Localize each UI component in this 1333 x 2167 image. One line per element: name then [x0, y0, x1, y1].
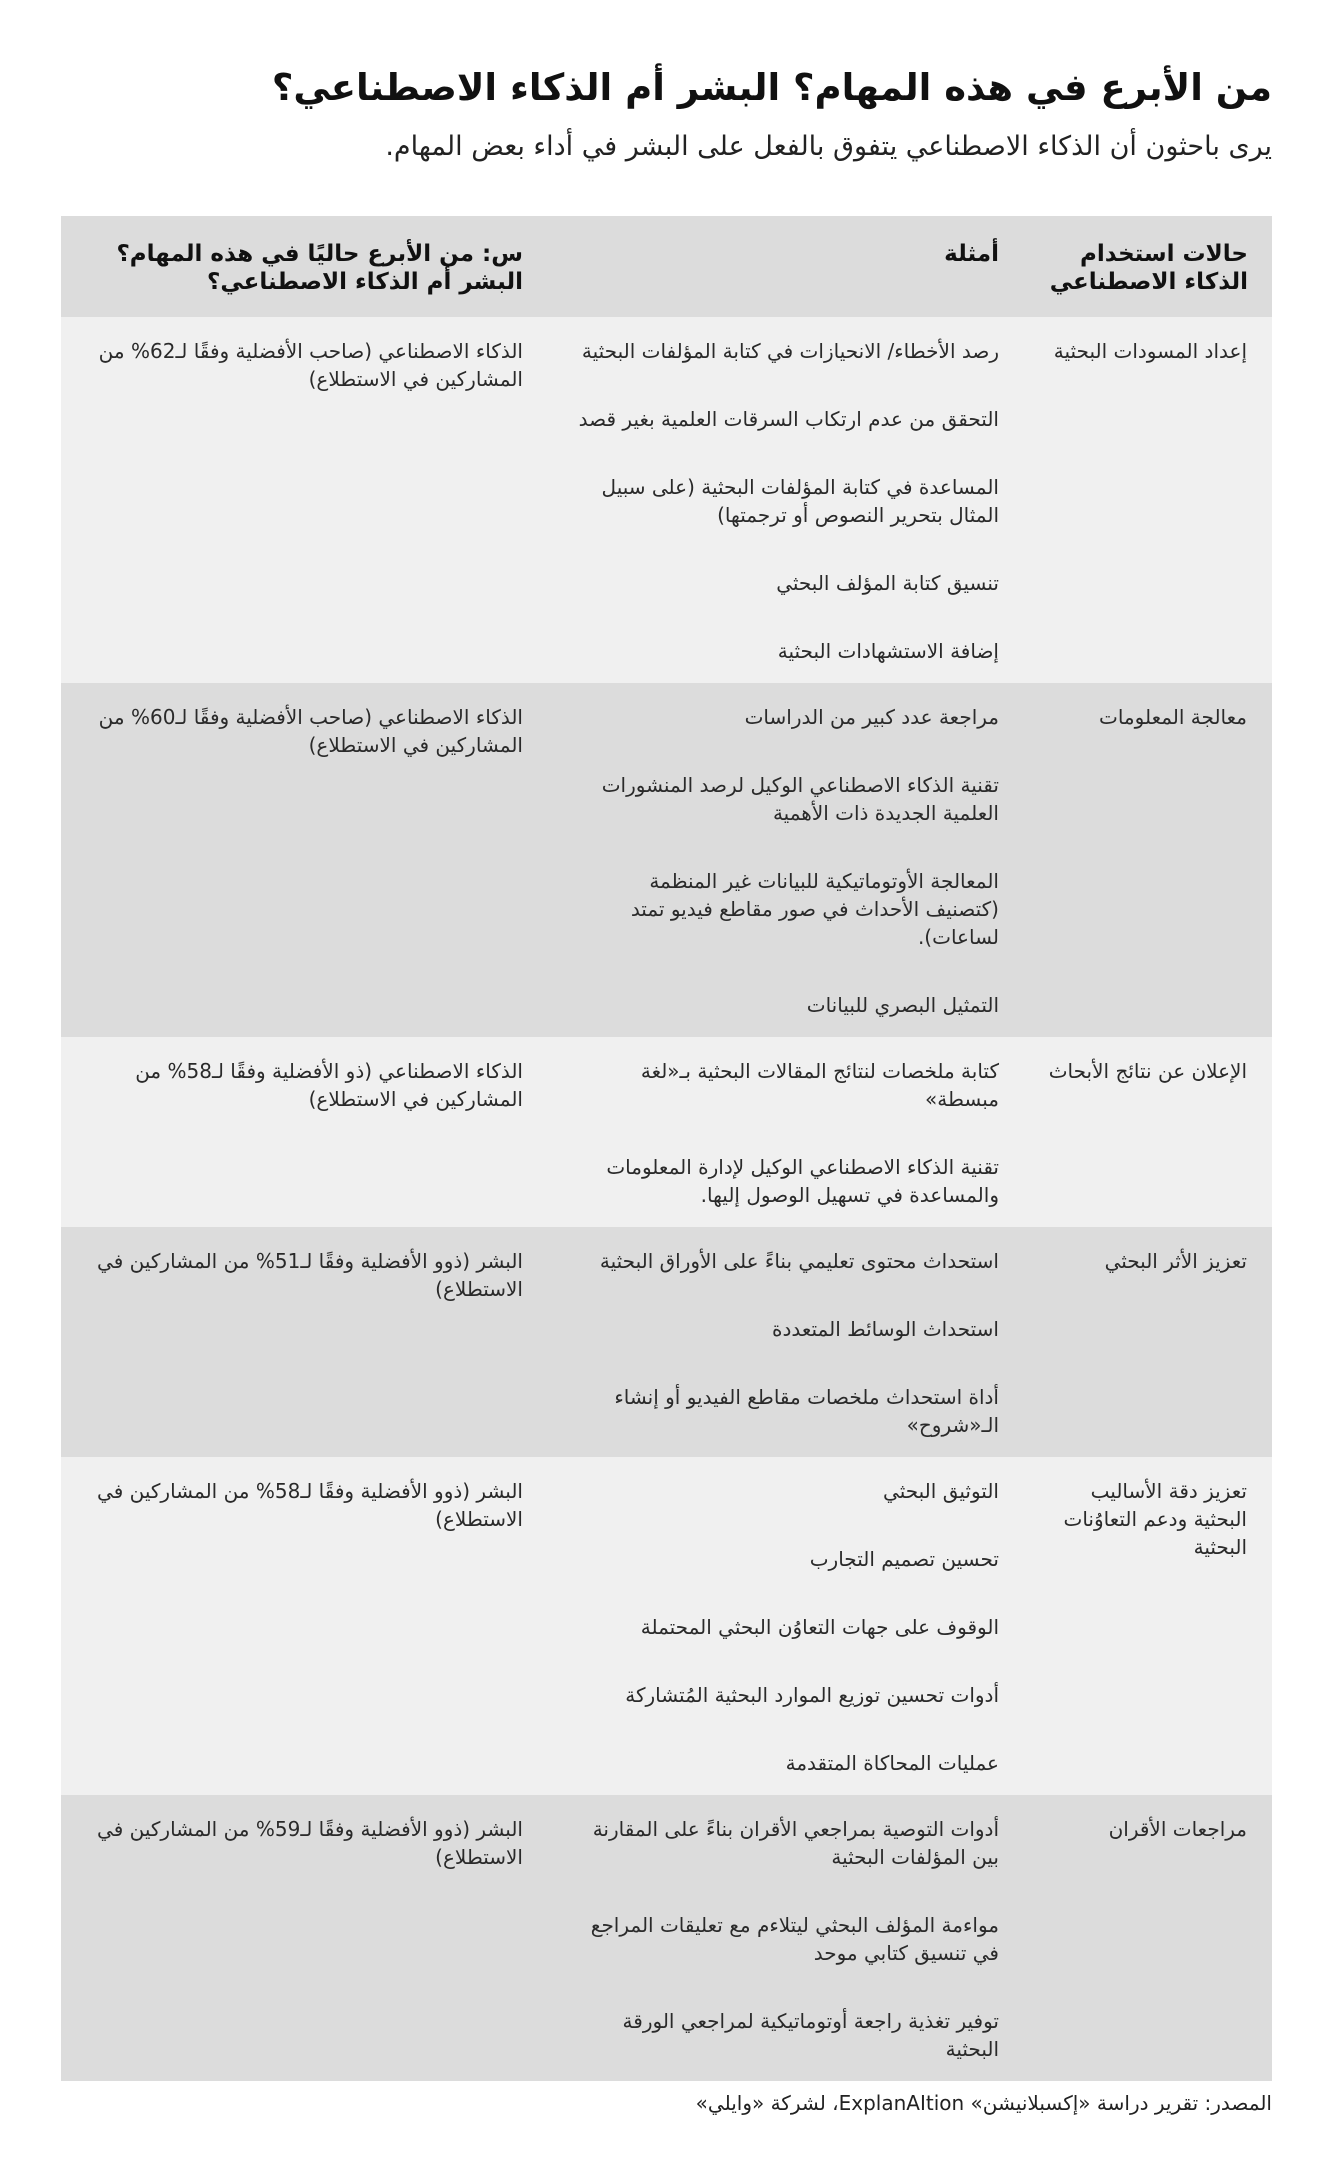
example-item: تقنية الذكاء الاصطناعي الوكيل لرصد المنشورات العلمية الجديدة ذات الأهمية: [601, 773, 999, 825]
row-category: إعداد المسودات البحثية: [1053, 339, 1247, 363]
header-who-is-better: س: من الأبرع حاليًا في هذه المهام؟ البشر أم الذكاء الاصطناعي؟: [116, 241, 523, 295]
table-row: [61, 683, 1272, 1037]
page-subtitle: يرى باحثون أن الذكاء الاصطناعي يتفوق بالفعل على البشر في أداء بعض المهام.: [385, 131, 1272, 162]
example-item: تحسين تصميم التجارب: [809, 1547, 999, 1571]
source-note: المصدر: تقرير دراسة «إكسبلانيشن» ExplanAItion، لشركة «وايلي»: [695, 2091, 1272, 2115]
example-item: رصد الأخطاء/ الانحيازات في كتابة المؤلفات البحثية: [581, 339, 999, 363]
example-item: عمليات المحاكاة المتقدمة: [785, 1751, 999, 1775]
table-row: [61, 1457, 1272, 1795]
example-item: المعالجة الأوتوماتيكية للبيانات غير المنظمة (كتصنيف الأحداث في صور مقاطع فيديو تمتد لساعات).: [630, 869, 999, 949]
row-category: الإعلان عن نتائج الأبحاث: [1048, 1059, 1247, 1083]
example-item: توفير تغذية راجعة أوتوماتيكية لمراجعي الورقة البحثية: [622, 2009, 999, 2061]
example-item: استحداث محتوى تعليمي بناءً على الأوراق البحثية: [599, 1249, 999, 1273]
example-list: [571, 1795, 999, 2081]
row-result-cell: [61, 317, 547, 683]
row-category-cell: [1023, 1795, 1272, 2081]
example-item: استحداث الوسائط المتعددة: [771, 1317, 999, 1341]
example-item: كتابة ملخصات لنتائج المقالات البحثية بـ«لغة مبسطة»: [640, 1059, 999, 1111]
example-item: التحقق من عدم ارتكاب السرقات العلمية بغير قصد: [578, 407, 999, 431]
row-examples-cell: [547, 1795, 1023, 2081]
example-list: [571, 683, 999, 1037]
example-item: التمثيل البصري للبيانات: [806, 993, 999, 1017]
row-result-cell: [61, 1795, 547, 2081]
row-result: البشر (ذوو الأفضلية وفقًا لـ59% من المشاركين في الاستطلاع): [97, 1817, 523, 1869]
example-list: [571, 317, 999, 683]
row-category-cell: [1023, 1457, 1272, 1795]
row-result: الذكاء الاصطناعي (صاحب الأفضلية وفقًا لـ62% من المشاركين في الاستطلاع): [98, 339, 523, 391]
example-list: [571, 1227, 999, 1457]
row-examples-cell: [547, 1037, 1023, 1227]
example-item: المساعدة في كتابة المؤلفات البحثية (على سبيل المثال بتحرير النصوص أو ترجمتها): [601, 475, 999, 527]
row-result: البشر (ذوو الأفضلية وفقًا لـ51% من المشاركين في الاستطلاع): [97, 1249, 523, 1301]
row-category: معالجة المعلومات: [1099, 705, 1247, 729]
example-item: أدوات تحسين توزيع الموارد البحثية المُتشاركة: [625, 1683, 999, 1707]
table-body: [61, 317, 1272, 2081]
example-item: تنسيق كتابة المؤلف البحثي: [776, 571, 999, 595]
row-category-cell: [1023, 1037, 1272, 1227]
page-title: من الأبرع في هذه المهام؟ البشر أم الذكاء الاصطناعي؟: [271, 66, 1272, 109]
row-category-cell: [1023, 317, 1272, 683]
table-row: [61, 317, 1272, 683]
row-result-cell: [61, 1227, 547, 1457]
table-header-row: [61, 216, 1272, 317]
row-category-cell: [1023, 683, 1272, 1037]
example-item: تقنية الذكاء الاصطناعي الوكيل لإدارة المعلومات والمساعدة في تسهيل الوصول إليها.: [606, 1155, 999, 1207]
row-result: الذكاء الاصطناعي (ذو الأفضلية وفقًا لـ58% من المشاركين في الاستطلاع): [135, 1059, 523, 1111]
example-item: أداة استحداث ملخصات مقاطع الفيديو أو إنشاء الـ«شروح»: [614, 1385, 999, 1437]
header-use-cases: حالات استخدام الذكاء الاصطناعي: [1049, 241, 1248, 295]
example-item: التوثيق البحثي: [883, 1479, 999, 1503]
example-list: [571, 1037, 999, 1227]
row-category-cell: [1023, 1227, 1272, 1457]
row-result-cell: [61, 1037, 547, 1227]
row-result: البشر (ذوو الأفضلية وفقًا لـ58% من المشاركين في الاستطلاع): [97, 1479, 523, 1531]
row-category: مراجعات الأقران: [1108, 1817, 1247, 1841]
row-examples-cell: [547, 683, 1023, 1037]
example-item: مواءمة المؤلف البحثي ليتلاءم مع تعليقات المراجع في تنسيق كتابي موحد: [590, 1913, 999, 1965]
example-item: إضافة الاستشهادات البحثية: [777, 639, 999, 663]
row-result-cell: [61, 683, 547, 1037]
row-result-cell: [61, 1457, 547, 1795]
header-examples: أمثلة: [944, 241, 999, 267]
table-header: [61, 216, 1272, 317]
row-result: الذكاء الاصطناعي (صاحب الأفضلية وفقًا لـ60% من المشاركين في الاستطلاع): [98, 705, 523, 757]
example-list: [571, 1457, 999, 1795]
example-item: الوقوف على جهات التعاوُن البحثي المحتملة: [640, 1615, 999, 1639]
row-examples-cell: [547, 1227, 1023, 1457]
row-category: تعزيز دقة الأساليب البحثية ودعم التعاوُنات البحثية: [1063, 1479, 1247, 1559]
table-row: [61, 1037, 1272, 1227]
comparison-table: [61, 216, 1272, 2081]
example-item: مراجعة عدد كبير من الدراسات: [744, 705, 999, 729]
row-examples-cell: [547, 1457, 1023, 1795]
table-row: [61, 1795, 1272, 2081]
row-examples-cell: [547, 317, 1023, 683]
example-item: أدوات التوصية بمراجعي الأقران بناءً على المقارنة بين المؤلفات البحثية: [592, 1817, 999, 1869]
row-category: تعزيز الأثر البحثي: [1104, 1249, 1247, 1273]
table-row: [61, 1227, 1272, 1457]
